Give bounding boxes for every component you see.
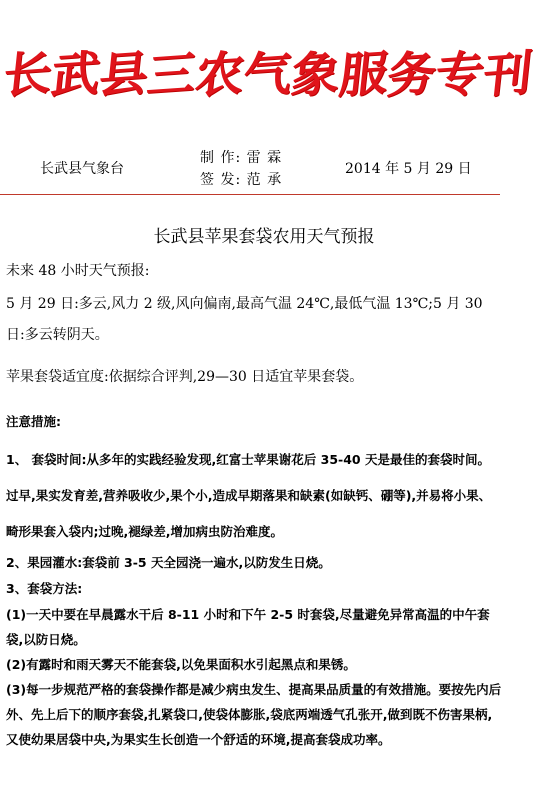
maker-name: 雷 霖	[246, 150, 283, 166]
note-subitem: (3)每一步规范严格的套袋操作都是减少病虫发生、提高果品质量的有效措施。要按先内后外、先上后下的顺序套袋,扎紧袋口,使袋体膨胀,袋底两端透气孔张开,做到既不伤害果柄,又使幼果居袋中央,为果实生长创造一个舒适的环境,提高套袋成功率。	[6, 682, 502, 747]
header-infobar	[0, 144, 506, 194]
masthead-char: 长	[0, 44, 55, 105]
note-item: 3、套袋方法:	[6, 581, 83, 596]
masthead-char: 县	[96, 44, 151, 105]
maker-label: 制 作:	[200, 150, 242, 166]
masthead	[0, 0, 535, 140]
suitability-text: 苹果套袋适宜度:依据综合评判,29—30 日适宜苹果套袋。	[6, 369, 364, 385]
masthead-char: 服	[336, 44, 391, 105]
note-item: 1、 套袋时间:从多年的实践经验发现,红富士苹果谢花后 35-40 天是最佳的套袋时间。过早,果实发育差,营养吸收少,果个小,造成早期落果和缺素(如缺钙、硼等),并易将小果、畸形果套入袋内;过晚,褪绿差,增加病虫防治难度。	[6, 452, 492, 539]
masthead-char: 专	[432, 44, 487, 105]
staff-block	[200, 147, 282, 191]
issuer-label: 签 发:	[200, 172, 242, 188]
note-subitem: (2)有露时和雨天雾天不能套袋,以免果面积水引起黑点和果锈。	[6, 657, 356, 672]
masthead-char: 刊	[480, 44, 535, 105]
document-body	[6, 222, 502, 752]
masthead-title	[0, 2, 535, 138]
notes-heading: 注意措施:	[6, 414, 61, 429]
forecast-text: 5 月 29 日:多云,风力 2 级,风向偏南,最高气温 24℃,最低气温 13℃;5 月 30 日:多云转阴天。	[6, 296, 483, 343]
issuing-organization: 长武县气象台	[40, 161, 124, 177]
masthead-char: 气	[240, 44, 295, 105]
maker-row	[200, 147, 282, 169]
masthead-char: 务	[384, 44, 439, 105]
issue-date: 2014 年 5 月 29 日	[345, 161, 472, 177]
note-item: 2、果园灌水:套袋前 3-5 天全园浇一遍水,以防发生日烧。	[6, 555, 331, 570]
masthead-char: 农	[192, 44, 247, 105]
document-title: 长武县苹果套袋农用天气预报	[153, 227, 375, 247]
notes-section	[6, 409, 502, 752]
note-subitem: (1)一天中要在早晨露水干后 8-11 小时和下午 2-5 时套袋,尽量避免异常高温的中午套袋,以防日烧。	[6, 607, 490, 647]
masthead-char: 武	[48, 44, 103, 105]
issuer-row	[200, 169, 282, 191]
masthead-char: 象	[288, 44, 343, 105]
forecast-heading: 未来 48 小时天气预报:	[6, 263, 150, 279]
issuer-name: 范 承	[246, 172, 283, 188]
masthead-char: 三	[144, 44, 199, 105]
header-divider	[0, 194, 500, 195]
